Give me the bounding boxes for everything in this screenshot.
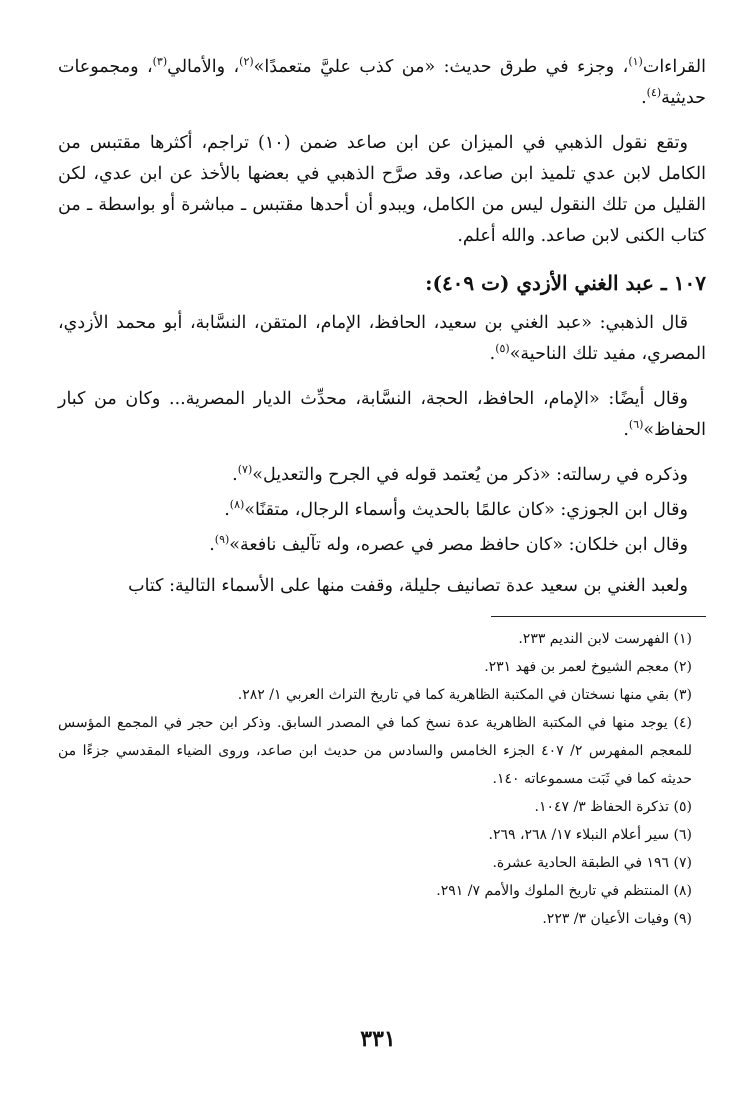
section-heading: ١٠٧ ـ عبد الغني الأزدي (ت ٤٠٩):: [425, 271, 706, 295]
text-run: القراءات: [642, 57, 706, 77]
text-run: قال الذهبي: «عبد الغني بن سعيد، الحافظ، الإمام، المتقن، النسَّابة، أبو محمد الأزدي، المصري، مفيد تلك الناحية»: [58, 313, 706, 364]
paragraph-intro: [58, 52, 706, 114]
text-run: وقال ابن الجوزي: «كان عالمًا بالحديث وأسماء الرجال، متقنًا»: [244, 500, 688, 520]
paragraph-writings: ولعبد الغني بن سعيد عدة تصانيف جليلة، وقفت منها على الأسماء التالية: كتاب: [128, 576, 688, 596]
text-run: .: [489, 344, 496, 364]
text-run: ، والأمالي: [167, 57, 240, 77]
text-run: وقال أيضًا: «الإمام، الحافظ، الحجة، النسَّابة، محدِّث الديار المصرية... وكان من كبار الحفاظ»: [58, 389, 706, 440]
text-run: .: [641, 88, 647, 108]
footnote-ref: (١): [628, 55, 643, 69]
footnote: (٣) بقي منها نسختان في المكتبة الظاهرية كما في تاريخ التراث العربي ١/ ٢٨٢.: [237, 687, 692, 703]
footnote: (٢) معجم الشيوخ لعمر بن فهد ٢٣١.: [484, 659, 692, 675]
footnote: (١) الفهرست لابن النديم ٢٣٣.: [518, 631, 692, 647]
line-quote-ibn-jawzi: [58, 495, 706, 526]
page-number: ٣٣١: [360, 1026, 396, 1052]
footnote-divider: [491, 616, 706, 617]
text-run: ، وجزء في طرق حديث: «من كذب عليَّ متعمدًا»: [253, 57, 629, 77]
paragraph-quote-dhahabi-2: [58, 384, 706, 446]
footnotes: [58, 625, 706, 933]
footnote-ref: (٤): [646, 86, 662, 100]
footnote: (٥) تذكرة الحفاظ ٣/ ١٠٤٧.: [534, 799, 692, 815]
text-run: .: [209, 535, 215, 555]
footnote: (٩) وفيات الأعيان ٣/ ٢٢٣.: [542, 911, 692, 927]
text-run: .: [623, 420, 629, 440]
footnote: (٨) المنتظم في تاريخ الملوك والأمم ٧/ ٢٩١.: [436, 883, 692, 899]
footnote-ref: (٣): [152, 55, 168, 69]
footnote-ref: (٦): [628, 418, 644, 432]
text-run: .: [224, 500, 230, 520]
paragraph-quote-dhahabi: [58, 308, 706, 370]
footnote-ref: (٢): [239, 55, 254, 69]
footnote-ref: (٨): [229, 498, 245, 512]
paragraph-dhahabi-quotes: وتقع نقول الذهبي في الميزان عن ابن صاعد ضمن (١٠) تراجم، أكثرها مقتبس من الكامل لابن عدي تلميذ ابن صاعد، وقد صرَّح الذهبي في بعضها بالأخذ عن ابن عدي، لكن القليل من تلك النقول ليس من الكامل، ويبدو أن أحدها مقتبس ـ مباشرة أو بواسطة ـ من كتاب الكنى لابن صاعد. والله أعلم.: [58, 133, 706, 246]
text-run: وقال ابن خلكان: «كان حافظ مصر في عصره، وله تآليف نافعة»: [229, 535, 688, 555]
footnote-ref: (٧): [237, 463, 253, 477]
footnote-ref: (٥): [495, 342, 510, 356]
line-quote-risala: [58, 460, 706, 491]
footnote: (٦) سير أعلام النبلاء ١٧/ ٢٦٨، ٢٦٩.: [488, 827, 692, 843]
footnote: (٤) يوجد منها في المكتبة الظاهرية عدة نسخ كما في المصدر السابق. وذكر ابن حجر في المجمع المؤسس للمعجم المفهرس ٢/ ٤٠٧ الجزء الخامس والسادس من حديث ابن صاعد، وروى الضياء المقدسي جزءًا من حديثه كما في ثَبَت مسموعاته ١٤٠.: [58, 715, 693, 787]
footnote: (٧) ١٩٦ في الطبقة الحادية عشرة.: [492, 855, 692, 871]
line-quote-ibn-khallikan: [58, 530, 706, 561]
footnote-ref: (٩): [214, 533, 230, 547]
text-run: وذكره في رسالته: «ذكر من يُعتمد قوله في الجرح والتعديل»: [252, 465, 688, 485]
text-run: ، ومجموعات حديثية: [58, 57, 706, 108]
text-run: .: [232, 465, 238, 485]
